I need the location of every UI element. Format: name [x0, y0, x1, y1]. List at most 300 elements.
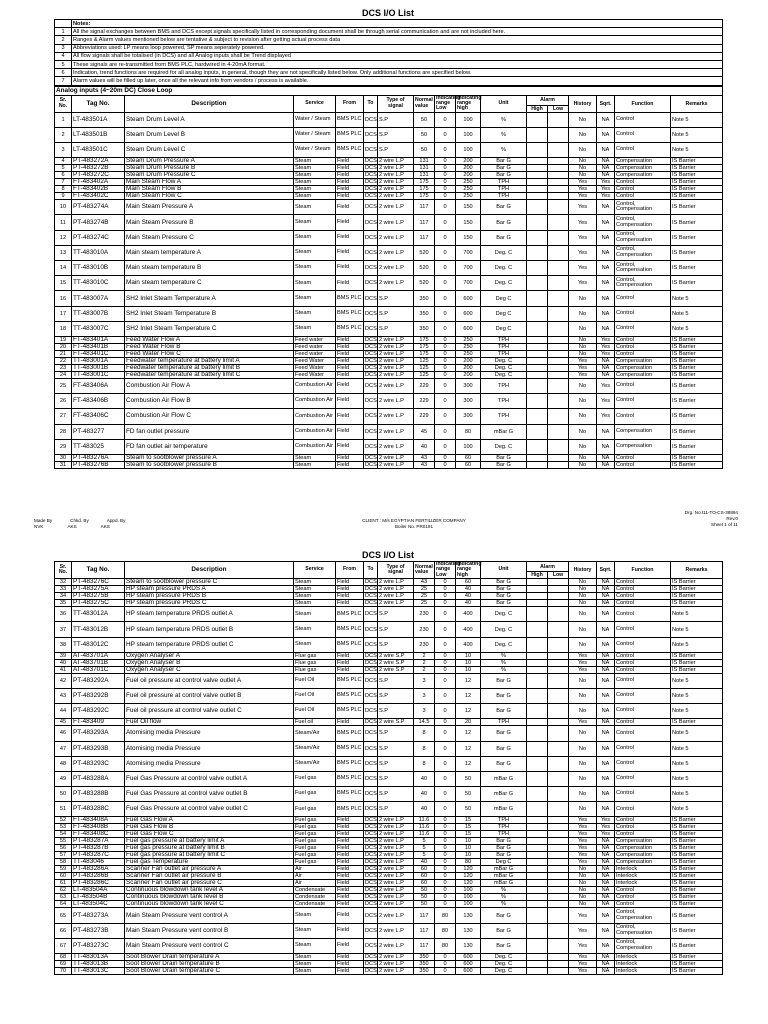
cell-sr: 45	[55, 719, 72, 726]
cell-func: Control	[615, 127, 671, 142]
cell-al	[548, 127, 569, 142]
cell-ah	[527, 158, 548, 165]
cell-svc: Steam	[294, 306, 336, 321]
notes-heading: Notes:	[72, 20, 723, 28]
cell-rh: 250	[456, 343, 481, 350]
cell-to: DCS	[364, 321, 378, 336]
cell-to: DCS	[365, 364, 377, 371]
cell-rem: IS Barrier	[671, 172, 723, 179]
cell-tag: FT-483402A	[72, 179, 125, 186]
cell-rl: 0	[435, 704, 456, 719]
table-row	[55, 230, 723, 245]
cell-to: DCS	[364, 200, 378, 215]
cell-ah	[527, 424, 548, 439]
made-by: NVK	[34, 524, 44, 529]
cell-unit: %	[481, 659, 527, 666]
cell-to: DCS	[365, 652, 377, 659]
cell-unit: TPH	[481, 824, 527, 831]
cell-func: Control	[615, 622, 671, 637]
cell-desc: Oxygen Analyser A	[125, 652, 294, 659]
cell-al	[548, 186, 569, 193]
cell-sqrt: NA	[597, 200, 615, 215]
cell-unit: Bar G	[481, 579, 527, 586]
cell-rem: IS Barrier	[671, 158, 723, 165]
cell-sr: 66	[55, 923, 72, 938]
cell-func: Control	[615, 771, 671, 786]
cell-from: Field	[336, 938, 364, 953]
cell-hist: Yes	[569, 652, 597, 659]
cell-rh: 300	[456, 394, 481, 409]
cell-rem: IS Barrier	[671, 852, 723, 859]
cell-svc: Fuel gas	[294, 845, 336, 852]
col-header-nv: Normal value	[414, 95, 435, 112]
cell-to: DCS	[365, 371, 377, 378]
cell-rem: IS Barrier	[671, 817, 723, 824]
cell-to: DCS	[365, 866, 377, 873]
cell-desc: HP steam pressure PRDS A	[125, 586, 294, 593]
cell-to: DCS	[365, 586, 377, 593]
cell-sig: 2 wire L.P	[378, 954, 414, 961]
cell-to: DCS	[364, 923, 378, 938]
cell-svc: Flue gas	[294, 652, 336, 659]
cell-svc: Water / Steam	[294, 143, 336, 158]
cell-rh: 100	[456, 127, 481, 142]
cell-hist: No	[569, 454, 597, 461]
cell-tag: PT-483293C	[72, 756, 125, 771]
cell-to: DCS	[365, 579, 377, 586]
cell-rl: 0	[435, 954, 456, 961]
cell-tag: LT-483501C	[72, 143, 125, 158]
cell-ah	[527, 666, 548, 673]
cell-from: Field	[336, 880, 364, 887]
cell-unit: Deg. C	[481, 357, 527, 364]
cell-rl: 0	[435, 158, 456, 165]
cell-al	[548, 276, 569, 291]
cell-sqrt: NA	[597, 357, 615, 364]
cell-sqrt: NA	[597, 321, 615, 336]
cell-sqrt: NA	[597, 859, 615, 866]
cell-from: BMS PLC	[336, 787, 364, 802]
cell-hist: No	[569, 787, 597, 802]
cell-rl: 0	[435, 261, 456, 276]
cell-svc: Steam	[294, 622, 336, 637]
table-row	[55, 968, 723, 975]
cell-rh: 250	[456, 350, 481, 357]
cell-tag: PT-483273B	[72, 923, 125, 938]
cell-nv: 175	[414, 343, 435, 350]
cell-svc: Combustion Air	[294, 424, 336, 439]
cell-hist: No	[569, 600, 597, 607]
cell-rl: 0	[435, 787, 456, 802]
cell-func: Control, Compensation	[615, 923, 671, 938]
cell-to: DCS	[364, 439, 378, 454]
cell-rem: IS Barrier	[671, 866, 723, 873]
note-row	[55, 52, 723, 60]
cell-desc: Fuel gas pressure at battery limit C	[125, 852, 294, 859]
cell-rl: 0	[435, 579, 456, 586]
cell-sig: 2 wire L.P	[378, 454, 414, 461]
cell-ah	[527, 726, 548, 741]
cell-func: Interlock	[615, 961, 671, 968]
cell-sqrt: NA	[597, 261, 615, 276]
cell-rem: Note 5	[671, 771, 723, 786]
cell-unit: Bar G	[481, 600, 527, 607]
cell-sr: 29	[55, 439, 72, 454]
cell-nv: 60	[414, 873, 435, 880]
cell-rem: Note 5	[671, 607, 723, 622]
cell-sr: 69	[55, 961, 72, 968]
cell-rh: 250	[456, 193, 481, 200]
cell-rl: 0	[435, 291, 456, 306]
cell-func: Compensation	[615, 838, 671, 845]
cell-desc: Steam Drum Pressure B	[125, 165, 294, 172]
cell-tag: PT-483287B	[72, 845, 125, 852]
cell-sig: 2 wire L.P	[378, 593, 414, 600]
cell-rh: 400	[456, 607, 481, 622]
cell-sqrt: NA	[597, 593, 615, 600]
cell-func: Control	[615, 817, 671, 824]
cell-svc: Steam	[294, 961, 336, 968]
table-row	[55, 607, 723, 622]
cell-sr: 26	[55, 394, 72, 409]
cell-unit: Bar G	[481, 200, 527, 215]
cell-to: DCS	[364, 378, 378, 393]
cell-sig: 2 wire L.P	[378, 371, 414, 378]
cell-from: Field	[336, 824, 364, 831]
cell-svc: Steam	[294, 200, 336, 215]
cell-rh: 12	[456, 704, 481, 719]
cell-to: DCS	[364, 394, 378, 409]
cell-sig: 2 wire L.P	[378, 873, 414, 880]
cell-unit: Deg. C	[481, 954, 527, 961]
cell-ah	[527, 622, 548, 637]
cell-rh: 150	[456, 215, 481, 230]
cell-rem: IS Barrier	[671, 652, 723, 659]
cell-sr: 14	[55, 261, 72, 276]
table-row	[55, 637, 723, 652]
cell-to: DCS	[365, 880, 377, 887]
cell-desc: Steam Drum Level B	[125, 127, 294, 142]
cell-desc: Soot Blower Drain temperature C	[125, 968, 294, 975]
cell-rl: 0	[435, 880, 456, 887]
cell-func: Control	[615, 600, 671, 607]
table-row	[55, 394, 723, 409]
cell-svc: Fuel gas	[294, 787, 336, 802]
cell-nv: 14.5	[414, 719, 435, 726]
cell-to: DCS	[365, 894, 377, 901]
cell-sig: 2 wire L.P	[378, 887, 414, 894]
cell-hist: Yes	[569, 824, 597, 831]
cell-nv: 229	[414, 409, 435, 424]
cell-rl: 0	[435, 838, 456, 845]
cell-nv: 117	[414, 938, 435, 953]
cell-hist: No	[569, 291, 597, 306]
cell-ah	[527, 817, 548, 824]
cell-rem: IS Barrier	[671, 968, 723, 975]
cell-hist: Yes	[569, 838, 597, 845]
cell-tag: TT-483012C	[72, 637, 125, 652]
notes-table	[54, 19, 723, 86]
cell-nv: 8	[414, 756, 435, 771]
cell-ah	[527, 901, 548, 908]
header-row	[55, 95, 723, 105]
col-header-sqrt: Sqrt.	[597, 95, 615, 112]
cell-al	[548, 364, 569, 371]
cell-sr: 1	[55, 112, 72, 127]
cell-sig: 2 wire L.P	[378, 394, 414, 409]
cell-sr: 41	[55, 666, 72, 673]
cell-rl: 0	[435, 143, 456, 158]
cell-svc: Steam	[294, 923, 336, 938]
cell-hist: Yes	[569, 186, 597, 193]
cell-rem: IS Barrier	[671, 586, 723, 593]
cell-desc: Fuel Gas Flow A	[125, 817, 294, 824]
cell-unit: Bar G	[481, 688, 527, 703]
boiler-no: Boiler No. PR0191	[394, 524, 434, 529]
cell-to: DCS	[364, 637, 378, 652]
cell-tag: FT-483406B	[72, 394, 125, 409]
cell-desc: Continuous blowdown tank level C	[125, 901, 294, 908]
cell-svc: Fuel gas	[294, 802, 336, 817]
cell-tag: TT-483007C	[72, 321, 125, 336]
table-row	[55, 112, 723, 127]
cell-desc: Continuous blowdown tank level B	[125, 894, 294, 901]
cell-hist: Yes	[569, 371, 597, 378]
table-row	[55, 802, 723, 817]
cell-rl: 0	[435, 607, 456, 622]
cell-sqrt: Yes	[597, 817, 615, 824]
cell-desc: Steam Drum Pressure A	[125, 158, 294, 165]
cell-sig: 2 wire L.P	[378, 215, 414, 230]
cell-rl: 0	[435, 343, 456, 350]
cell-desc: Fuel Oil flow	[125, 719, 294, 726]
cell-rem: IS Barrier	[671, 961, 723, 968]
page-title: DCS I/O List	[361, 8, 414, 18]
cell-svc: Steam	[294, 165, 336, 172]
cell-svc: Combustion Air	[294, 394, 336, 409]
cell-sr: 56	[55, 845, 72, 852]
cell-desc: Main Steam Flow A	[125, 179, 294, 186]
col-header-svc: Service	[294, 562, 336, 579]
cell-func: Control, Compensation	[615, 908, 671, 923]
cell-to: DCS	[364, 424, 378, 439]
cell-sqrt: NA	[597, 901, 615, 908]
cell-rem: Note 5	[671, 787, 723, 802]
cell-tag: PT-483275A	[72, 586, 125, 593]
cell-tag: TT-483010B	[72, 261, 125, 276]
cell-sr: 33	[55, 586, 72, 593]
col-header-desc: Description	[125, 95, 294, 112]
cell-al	[548, 409, 569, 424]
cell-hist: No	[569, 439, 597, 454]
cell-sqrt: NA	[597, 600, 615, 607]
cell-sr: 47	[55, 741, 72, 756]
cell-rl: 0	[435, 719, 456, 726]
cell-hist: No	[569, 673, 597, 688]
cell-sqrt: NA	[597, 461, 615, 468]
cell-from: Field	[336, 901, 364, 908]
cell-rl: 0	[435, 593, 456, 600]
note-text: Alarm values will be filled up later, once all the relevant info from vendors / process is available.	[72, 77, 723, 85]
cell-unit: Bar G	[481, 938, 527, 953]
cell-ah	[527, 894, 548, 901]
cell-sr: 42	[55, 673, 72, 688]
cell-sig: 2 wire L.P	[378, 336, 414, 343]
cell-al	[548, 607, 569, 622]
cell-tag: PT-483286A	[72, 866, 125, 873]
cell-ah	[527, 579, 548, 586]
cell-sqrt: NA	[597, 845, 615, 852]
cell-al	[548, 112, 569, 127]
cell-sqrt: NA	[597, 158, 615, 165]
cell-sig: 2 wire L.P	[378, 866, 414, 873]
cell-sig: 2 wire L.P	[378, 852, 414, 859]
cell-svc: Steam	[294, 600, 336, 607]
cell-from: Field	[336, 179, 364, 186]
cell-sig: 2 wire L.P	[378, 817, 414, 824]
cell-desc: Main steam temperature C	[125, 276, 294, 291]
cell-unit: Deg. C	[481, 607, 527, 622]
cell-unit: TPH	[481, 817, 527, 824]
cell-to: DCS	[365, 179, 377, 186]
cell-rh: 130	[456, 923, 481, 938]
cell-rl: 0	[435, 845, 456, 852]
cell-rh: 200	[456, 172, 481, 179]
cell-sig: 2 wire L.P	[378, 193, 414, 200]
cell-tag: FT-483409	[72, 719, 125, 726]
cell-sqrt: NA	[597, 704, 615, 719]
cell-unit: Bar G	[481, 852, 527, 859]
cell-hist: No	[569, 704, 597, 719]
cell-sr: 16	[55, 291, 72, 306]
cell-to: DCS	[365, 158, 377, 165]
cell-rl: 0	[435, 394, 456, 409]
cell-nv: 3	[414, 688, 435, 703]
cell-func: Control	[615, 741, 671, 756]
cell-to: DCS	[365, 593, 377, 600]
cell-rh: 20	[456, 719, 481, 726]
cell-sr: 13	[55, 245, 72, 260]
cell-from: Field	[336, 817, 364, 824]
cell-hist: Yes	[569, 276, 597, 291]
cell-nv: 350	[414, 321, 435, 336]
cell-al	[548, 593, 569, 600]
cell-sqrt: NA	[597, 215, 615, 230]
cell-rl: 0	[435, 894, 456, 901]
cell-rh: 600	[456, 321, 481, 336]
cell-svc: Fuel oil	[294, 719, 336, 726]
cell-sqrt: NA	[597, 276, 615, 291]
cell-func: Compensation	[615, 859, 671, 866]
cell-func: Control	[615, 673, 671, 688]
cell-sig: S.P	[378, 756, 414, 771]
table-row	[55, 726, 723, 741]
cell-al	[548, 894, 569, 901]
cell-rl: 0	[435, 306, 456, 321]
cell-nv: 117	[414, 908, 435, 923]
cell-nv: 350	[414, 961, 435, 968]
cell-from: Field	[336, 357, 364, 364]
cell-al	[548, 357, 569, 364]
cell-unit: Deg. C	[481, 364, 527, 371]
cell-rh: 50	[456, 802, 481, 817]
cell-tag: TT-483046	[72, 859, 125, 866]
note-row	[55, 69, 723, 77]
cell-to: DCS	[364, 112, 378, 127]
cell-svc: Condensate	[294, 901, 336, 908]
cell-nv: 117	[414, 923, 435, 938]
cell-tag: TT-483007A	[72, 291, 125, 306]
cell-tag: TT-483010A	[72, 245, 125, 260]
cell-rem: IS Barrier	[671, 719, 723, 726]
cell-to: DCS	[365, 845, 377, 852]
cell-sqrt: NA	[597, 726, 615, 741]
cell-sr: 58	[55, 859, 72, 866]
cell-rl: 0	[435, 968, 456, 975]
table-row	[55, 321, 723, 336]
cell-sig: 2 wire L.P	[378, 908, 414, 923]
cell-sqrt: NA	[597, 230, 615, 245]
cell-nv: 117	[414, 230, 435, 245]
cell-nv: 230	[414, 622, 435, 637]
cell-svc: Steam	[294, 461, 336, 468]
cell-sqrt: NA	[597, 439, 615, 454]
cell-tag: PT-483288A	[72, 771, 125, 786]
cell-to: DCS	[365, 838, 377, 845]
cell-nv: 40	[414, 439, 435, 454]
cell-desc: Atomising media Pressure	[125, 756, 294, 771]
cell-nv: 11.6	[414, 824, 435, 831]
cell-func: Compensation	[615, 357, 671, 364]
cell-rh: 200	[456, 364, 481, 371]
cell-from: Field	[336, 200, 364, 215]
cell-from: Field	[336, 659, 364, 666]
cell-rl: 0	[435, 831, 456, 838]
cell-rem: IS Barrier	[671, 200, 723, 215]
cell-rem: Note 5	[671, 704, 723, 719]
cell-al	[548, 771, 569, 786]
cell-from: Field	[336, 859, 364, 866]
cell-sqrt: NA	[597, 873, 615, 880]
cell-func: Control	[615, 586, 671, 593]
cell-unit: TPH	[481, 831, 527, 838]
cell-rl: 0	[435, 673, 456, 688]
cell-sr: 55	[55, 838, 72, 845]
cell-hist: No	[569, 593, 597, 600]
cell-rh: 250	[456, 336, 481, 343]
cell-al	[548, 439, 569, 454]
cell-sig: S.P	[378, 127, 414, 142]
cell-hist: Yes	[569, 193, 597, 200]
cell-nv: 50	[414, 127, 435, 142]
cell-sig: 2 wire L.P	[378, 845, 414, 852]
table-row	[55, 378, 723, 393]
cell-func: Compensation	[615, 371, 671, 378]
cell-svc: Steam	[294, 261, 336, 276]
cell-rh: 130	[456, 938, 481, 953]
cell-tag: TT-483001B	[72, 364, 125, 371]
cell-rem: Note 5	[671, 321, 723, 336]
cell-svc: Steam/Air	[294, 726, 336, 741]
cell-rl: 0	[435, 586, 456, 593]
cell-desc: Atomising media Pressure	[125, 726, 294, 741]
cell-sr: 11	[55, 215, 72, 230]
cell-unit: Deg. C	[481, 439, 527, 454]
cell-nv: 350	[414, 291, 435, 306]
cell-sr: 37	[55, 622, 72, 637]
cell-func: Control	[615, 824, 671, 831]
cell-nv: 2	[414, 666, 435, 673]
